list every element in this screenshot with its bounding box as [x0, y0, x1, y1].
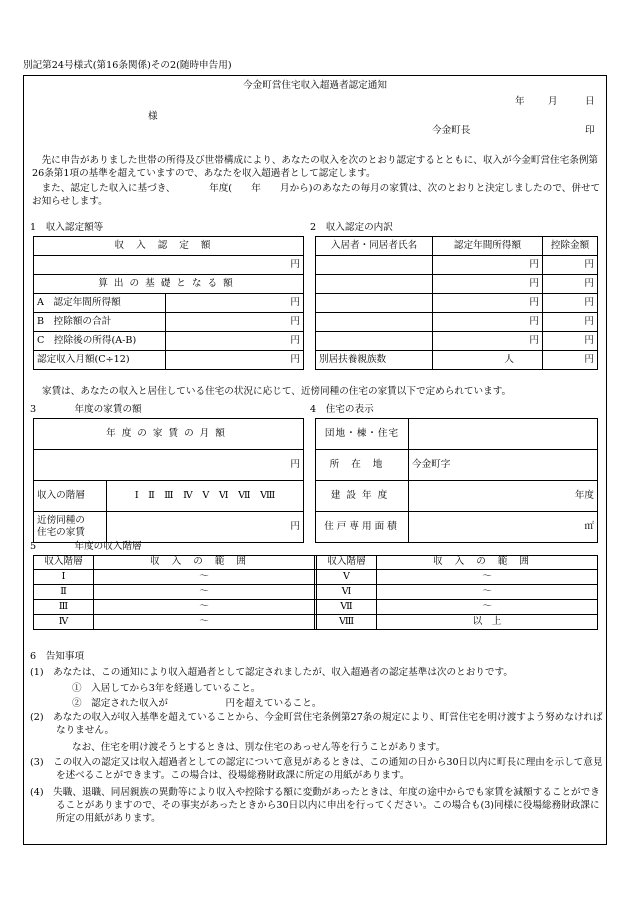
name-cell — [316, 313, 433, 332]
level-cell: Ⅶ — [317, 600, 377, 615]
deduction-cell: 円 — [543, 294, 598, 313]
level-cell: Ⅳ — [34, 615, 94, 630]
deduction-cell: 円 — [543, 256, 598, 275]
housing-label-year: 建設年度 — [316, 481, 409, 512]
nearby-rent-value: 円 — [107, 512, 304, 543]
row-value-a: 円 — [166, 294, 304, 313]
section-6-heading: 6 告知事項 — [30, 651, 85, 662]
intro-paragraph-1: 先に申告がありました世帯の所得及び世帯構成により、あなたの収入を次のとおり認定するとともに、収入が今金町営住宅条例第26条第1項の基準を超えていますので、あなたを収入超過者として認定します。 — [32, 155, 599, 179]
range-cell: ～ — [94, 570, 315, 585]
deduction-cell: 円 — [543, 332, 598, 351]
date-day: 日 — [585, 96, 595, 107]
header-name: 入居者・同居者氏名 — [316, 237, 433, 256]
dependents-count-cell: 人 — [433, 351, 543, 370]
row-value-c: 円 — [166, 332, 304, 351]
income-amount-cell: 円 — [34, 256, 304, 275]
row-value-b: 円 — [166, 313, 304, 332]
monthly-rent-value: 円 — [34, 450, 304, 481]
name-cell — [316, 275, 433, 294]
bracket-label: 収入の階層 — [34, 481, 107, 512]
income-brackets-table — [33, 555, 598, 630]
col-level-left: 収入階層 — [34, 556, 94, 570]
monthly-rent-header: 年度の家賃の月額 — [34, 419, 304, 450]
dependents-label: 別居扶養親族数 — [316, 351, 433, 370]
seal-mark: 印 — [585, 125, 595, 136]
basis-header: 算出の基礎となる額 — [34, 275, 304, 294]
row-label-c: C 控除後の所得(A-B) — [34, 332, 166, 351]
housing-value-building — [409, 419, 598, 450]
nearby-rent-label — [34, 512, 107, 543]
level-cell: Ⅰ — [34, 570, 94, 585]
range-cell: ～ — [377, 585, 598, 600]
notice-2: (2) あなたの収入が収入基準を超えていることから、今金町営住宅条例第27条の規定により、町営住宅を明け渡すよう努めなければなりません。 — [30, 712, 603, 736]
range-cell: 以 上 — [377, 615, 598, 630]
housing-table — [315, 418, 598, 543]
document-title: 今金町営住宅収入超過者認定通知 — [243, 80, 387, 91]
level-cell: Ⅲ — [34, 600, 94, 615]
header-deduction: 控除金額 — [543, 237, 598, 256]
housing-label-location: 所在地 — [316, 450, 409, 481]
deduction-cell: 円 — [543, 313, 598, 332]
rent-note: 家賃は、あなたの収入と居住している住宅の状況に応じて、近傍同種の住宅の家賃以下で定められています。 — [42, 386, 512, 397]
income-certification-table — [33, 236, 304, 370]
col-level-right: 収入階層 — [317, 556, 377, 570]
row-value-monthly: 円 — [166, 351, 304, 370]
income-cell: 円 — [433, 332, 543, 351]
addressee-suffix: 様 — [148, 111, 158, 122]
section-3-heading: 3 年度の家賃の額 — [30, 404, 142, 415]
nearby-rent-label-line1: 近傍同種の — [37, 514, 85, 526]
income-cell: 円 — [433, 294, 543, 313]
section-4-heading: 4 住宅の表示 — [310, 404, 374, 415]
income-breakdown-table — [315, 236, 598, 370]
notice-4: (4) 失職、退職、同居親族の異動等により収入や控除する額に変動があったときは、年度の途中からでも家賃を減額することができることがありますので、その事実があったときから30日以内に申出を行ってください。この場合も(3)同様に役場総務財政課に所定の用紙があります。 — [30, 787, 600, 824]
col-range-left: 収入の範囲 — [94, 556, 315, 570]
level-cell: Ⅱ — [34, 585, 94, 600]
notice-1b: ② 認定された収入が 円を超えていること。 — [72, 698, 322, 709]
level-cell: Ⅵ — [317, 585, 377, 600]
row-label-monthly: 認定収入月額(C÷12) — [34, 351, 166, 370]
housing-label-area: 住戸専用面積 — [316, 512, 409, 543]
income-cell: 円 — [433, 313, 543, 332]
rent-table — [33, 418, 304, 543]
income-cell: 円 — [433, 275, 543, 294]
income-cell: 円 — [433, 256, 543, 275]
level-cell: Ⅷ — [317, 615, 377, 630]
nearby-rent-label-line2: 住宅の家賃 — [37, 527, 85, 538]
deduction-cell: 円 — [543, 275, 598, 294]
row-label-a: A 認定年間所得額 — [34, 294, 166, 313]
range-cell: ～ — [377, 600, 598, 615]
date-year: 年 — [515, 96, 525, 107]
notice-1: (1) あなたは、この通知により収入超過者として認定されましたが、収入超過者の認定基準は次のとおりです。 — [30, 667, 513, 678]
level-cell: Ⅴ — [317, 570, 377, 585]
name-cell — [316, 294, 433, 313]
range-cell: ～ — [94, 585, 315, 600]
form-label: 別記第24号様式(第16条関係)その2(随時申告用) — [23, 60, 232, 71]
section-2-heading: 2 収入認定の内訳 — [310, 222, 393, 233]
housing-value-location: 今金町字 — [409, 450, 598, 481]
housing-label-building: 団地・棟・住宅 — [316, 419, 409, 450]
section-1-heading: 1 収入認定額等 — [30, 222, 104, 233]
row-label-b: B 控除額の合計 — [34, 313, 166, 332]
date-month: 月 — [548, 96, 558, 107]
notice-1a: ① 入居してから3年を経過していること。 — [72, 683, 261, 694]
housing-value-year: 年度 — [409, 481, 598, 512]
range-cell: ～ — [94, 600, 315, 615]
header-annual-income: 認定年間所得額 — [433, 237, 543, 256]
intro-paragraph-2: また、認定した収入に基づき、 年度( 年 月から)のあなたの毎月の家賃は、次のとおりと決定しましたので、併せてお知らせします。 — [32, 183, 601, 207]
notice-2b: なお、住宅を明け渡そうとするときは、別な住宅のあっせん等を行うことがあります。 — [72, 742, 446, 753]
notice-3: (3) この収入の認定又は収入超過者としての認定について意見があるときは、この通知の日から30日以内に町長に理由を示して意見を述べることができます。この場合は、役場総務財政課に所定の用紙があります。 — [30, 757, 603, 781]
name-cell — [316, 332, 433, 351]
bracket-options: Ⅰ Ⅱ Ⅲ Ⅳ Ⅴ Ⅵ Ⅶ Ⅷ — [107, 481, 304, 512]
housing-value-area: ㎡ — [409, 512, 598, 543]
range-cell: ～ — [377, 570, 598, 585]
dependents-deduction-cell: 円 — [543, 351, 598, 370]
section-5-heading: 5 年度の収入階層 — [30, 541, 142, 552]
range-cell: ～ — [94, 615, 315, 630]
issuer: 今金町長 — [432, 125, 471, 136]
col-range-right: 収入の範囲 — [377, 556, 598, 570]
name-cell — [316, 256, 433, 275]
income-header: 収入認定額 — [34, 237, 304, 256]
